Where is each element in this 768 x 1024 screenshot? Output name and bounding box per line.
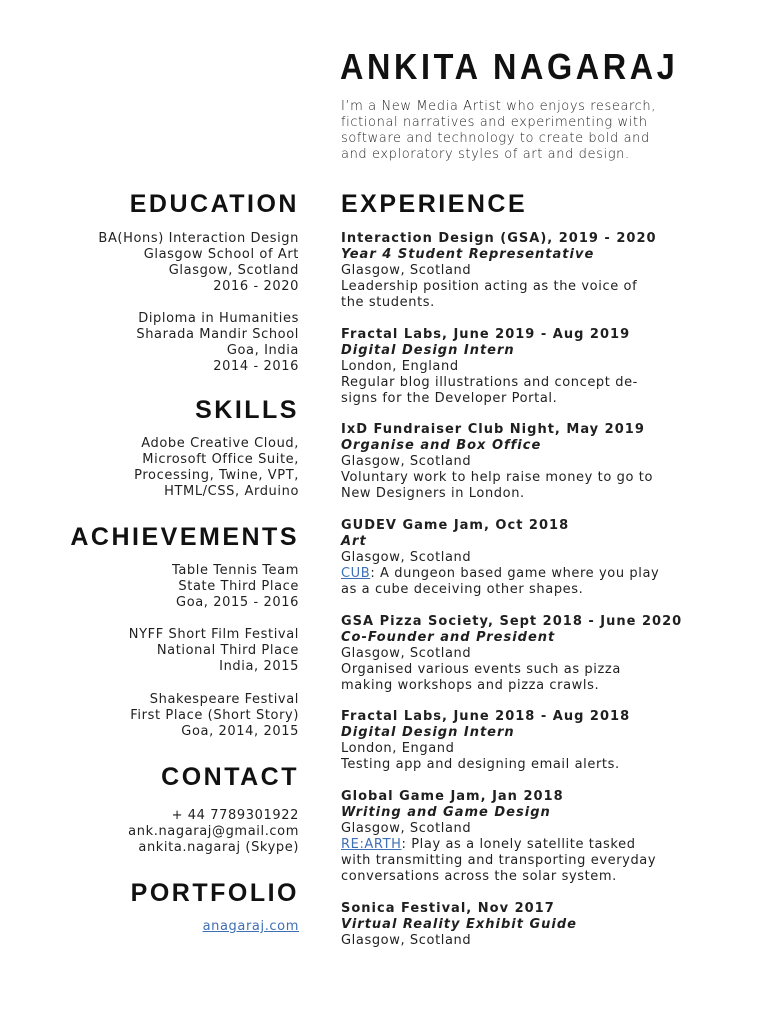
experience-desc-line [341,837,741,853]
experience-location: Glasgow, Scotland [341,550,472,565]
education-line: 2014 - 2016 [213,359,299,374]
experience-role: Year 4 Student Representative [341,247,595,262]
rearth-game-link[interactable]: RE:ARTH [341,837,402,852]
experience-title: Fractal Labs, June 2018 - Aug 2018 [341,709,631,724]
education-line: Goa, India [226,343,299,358]
experience-desc: : A dungeon based game where you play [370,566,660,581]
experience-location: Glasgow, Scotland [341,933,472,948]
cub-game-link[interactable]: CUB [341,566,371,581]
skills-line: Processing, Twine, VPT, [134,468,299,483]
achievement-entry [130,692,299,740]
experience-desc: : Play as a lonely satellite tasked [401,837,636,852]
portfolio-block [203,919,299,935]
experience-desc: as a cube deceiving other shapes. [341,582,584,597]
experience-title: IxD Fundraiser Club Night, May 2019 [341,422,645,437]
achievement-line: First Place (Short Story) [130,708,299,723]
experience-desc: signs for the Developer Portal. [341,391,558,406]
experience-desc: conversations across the solar system. [341,869,617,884]
contact-phone: + 44 7789301922 [171,808,299,823]
experience-entry [341,614,741,694]
experience-desc: Regular blog illustrations and concept de- [341,375,638,390]
experience-entry [341,789,741,885]
experience-role: Art [341,534,367,549]
experience-desc: Organised various events such as pizza [341,662,621,677]
experience-location: London, England [341,359,459,374]
achievement-line: NYFF Short Film Festival [128,627,299,642]
education-heading: EDUCATION [129,190,299,218]
experience-entry [341,709,741,773]
education-line: 2016 - 2020 [213,279,299,294]
achievement-line: Shakespeare Festival [149,692,299,707]
experience-role: Digital Design Intern [341,343,515,358]
experience-desc: Voluntary work to help raise money to go to [341,470,654,485]
skills-heading: SKILLS [195,396,299,424]
achievement-line: National Third Place [156,643,299,658]
intro-line: fictional narratives and experimenting with [341,115,648,130]
experience-location: Glasgow, Scotland [341,263,472,278]
experience-role: Digital Design Intern [341,725,515,740]
contact-skype: ankita.nagaraj (Skype) [138,840,299,855]
experience-entry [341,327,741,407]
achievement-line: Table Tennis Team [171,563,299,578]
experience-desc: with transmitting and transporting everyday [341,853,657,868]
intro-line: I’m a New Media Artist who enjoys research, [341,99,657,114]
experience-entry [341,231,741,311]
experience-title: Interaction Design (GSA), 2019 - 2020 [341,231,657,246]
experience-desc: Leadership position acting as the voice of [341,279,638,294]
education-line: Glasgow School of Art [143,247,299,262]
intro-line: software and technology to create bold and [341,131,650,146]
experience-title: Fractal Labs, June 2019 - Aug 2019 [341,327,631,342]
experience-role: Writing and Game Design [341,805,551,820]
experience-location: Glasgow, Scotland [341,646,472,661]
achievement-line: Goa, 2015 - 2016 [176,595,299,610]
experience-desc-line [341,566,741,582]
achievement-line: India, 2015 [219,659,299,674]
resume-name: ANKITA NAGARAJ [340,46,679,87]
intro-line: and exploratory styles of art and design. [341,147,630,162]
experience-entry [341,518,741,598]
intro-paragraph [341,99,701,163]
experience-location: London, Engand [341,741,455,756]
experience-role: Organise and Box Office [341,438,542,453]
education-line: Sharada Mandir School [136,327,299,342]
achievements-heading: ACHIEVEMENTS [70,523,299,551]
education-entry [136,311,299,375]
portfolio-link[interactable]: anagaraj.com [202,919,299,934]
experience-title: Global Game Jam, Jan 2018 [341,789,564,804]
skills-line: HTML/CSS, Arduino [164,484,299,499]
experience-entry [341,422,741,502]
education-line: Diploma in Humanities [138,311,299,326]
experience-location: Glasgow, Scotland [341,454,472,469]
experience-desc: New Designers in London. [341,486,525,501]
contact-email[interactable]: ank.nagaraj@gmail.com [128,824,299,839]
achievement-line: State Third Place [178,579,299,594]
education-entry [98,231,299,295]
contact-heading: CONTACT [161,763,299,791]
portfolio-heading: PORTFOLIO [130,879,299,907]
experience-desc: Testing app and designing email alerts. [341,757,620,772]
achievement-entry [129,627,299,675]
experience-title: GUDEV Game Jam, Oct 2018 [341,518,570,533]
experience-title: GSA Pizza Society, Sept 2018 - June 2020 [341,614,683,629]
experience-role: Co-Founder and President [341,630,556,645]
education-line: BA(Hons) Interaction Design [98,231,299,246]
skills-line: Adobe Creative Cloud, [141,436,299,451]
achievement-entry [172,563,299,611]
contact-details [128,808,299,856]
skills-list [134,436,299,500]
experience-desc: the students. [341,295,435,310]
experience-location: Glasgow, Scotland [341,821,472,836]
experience-title: Sonica Festival, Nov 2017 [341,901,555,916]
education-line: Glasgow, Scotland [168,263,299,278]
experience-heading: EXPERIENCE [341,190,528,218]
experience-role: Virtual Reality Exhibit Guide [341,917,577,932]
skills-line: Microsoft Office Suite, [142,452,299,467]
achievement-line: Goa, 2014, 2015 [181,724,299,739]
experience-desc: making workshops and pizza crawls. [341,678,600,693]
experience-entry [341,901,741,949]
